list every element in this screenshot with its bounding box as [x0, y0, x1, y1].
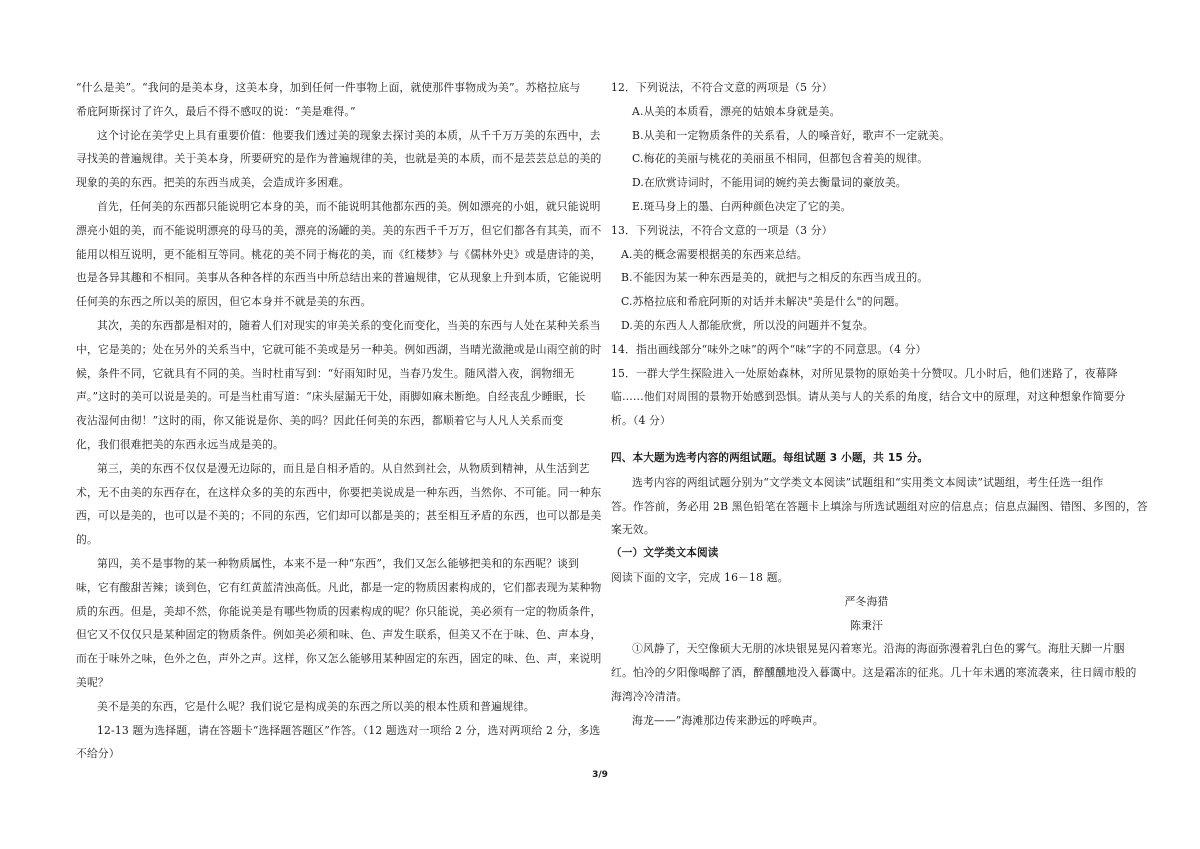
story-line: 红。怕冷的夕阳像喝醉了酒，醉醺醺地没入暮霭中。这是霜冻的征兆。几十年未遇的寒流袭来，往日阔市般的 [611, 666, 1137, 680]
question-12-stem: 12．下列说法，不符合文意的两项是（5 分） [611, 81, 833, 94]
spacer [611, 433, 1122, 447]
text-line: 候，条件不同，它就具有不同的美。当时杜甫写到：“好雨知时见，当春乃发生。随风潜入夜，润物细无 [76, 366, 575, 380]
question-14: 14．指出画线部分“味外之味”的两个“味”字的不同意思。（4 分） [611, 342, 927, 356]
text-line: 12-13 题为选择题，请在答题卡“选择题答题区”作答。（12 题选对一项给 2 分，选对两项给 2 分，多选 [97, 723, 601, 737]
text-line: 美呢？ [76, 675, 109, 689]
left-column [76, 76, 602, 766]
text-line: 声。”这时的美可以说是美的。可是当杜甫写道：“床头屋漏无干处，雨脚如麻未断绝。自经丧乱少睡眠，长 [76, 390, 586, 404]
option-line: C.苏格拉底和希庇阿斯的对话并未解决"美是什么"的问题。 [621, 295, 906, 309]
text-line: 希庇阿斯探讨了许久，最后不得不感叹的说：“美是难得。” [76, 104, 356, 118]
option-line: D.在欣赏诗词时，不能用词的婉约美去衡量词的豪放美。 [632, 176, 907, 190]
page-number: 3/9 [592, 770, 608, 780]
text-line: 也是各异其趣和不相同。美事从各种各样的东西当中所总结出来的普遍规律，它从现象上升到本质，它能说明 [76, 271, 602, 285]
text-line: 不给分） [76, 747, 120, 761]
option-line: A.美的概念需要根据美的东西来总结。 [621, 247, 808, 261]
text-line: 其次，美的东西都是相对的，随着人们对现实的审美关系的变化而变化，当美的东西与人处在某种关系当 [97, 318, 601, 332]
text-line: 寻找美的普遍规律。关于美本身，所要研究的是作为普遍规律的美，也就是美的本质，而不是芸芸总总的美的 [76, 152, 602, 166]
subsection-heading: （一）文学类文本阅读 [611, 547, 719, 560]
text-line: 这个讨论在美学史上具有重要价值：他要我们透过美的现象去探讨美的本质，从千千万万美的东西中，去 [97, 128, 601, 142]
story-line: 海湾冷冷清清。 [611, 689, 688, 703]
text-line: 中，它是美的；处在另外的关系当中，它就可能不美或是另一种美。例如西湖，当晴光潋滟或是山雨空前的时 [76, 342, 602, 356]
question-15-line: 15．一群大学生探险进入一处原始森林，对所见景物的原始美十分赞叹。几小时后，他们迷路了，夜幕降 [611, 366, 1118, 380]
text-line: 的。 [76, 533, 98, 547]
question-15-line: 析。（4 分） [611, 414, 671, 428]
option-line: B.从美和一定物质条件的关系看，人的嗓音好，歌声不一定就美。 [632, 128, 951, 142]
text-line: 美不是美的东西，它是什么呢？我们说它是构成美的东西之所以美的根本性质和普遍规律。 [97, 699, 535, 713]
option-line: C.梅花的美丽与桃花的美丽虽不相同，但都包含着美的规律。 [632, 152, 929, 166]
text-line: 第三，美的东西不仅仅是漫无边际的，而且是自相矛盾的。从自然到社会，从物质到精神，从生活到艺 [97, 461, 590, 475]
question-15-line: 临……他们对周围的景物开始感到恐惧。请从美与人的关系的角度，结合文中的原理，对这种想象作简要分 [611, 390, 1126, 404]
option-line: A.从美的本质看，漂亮的姑娘本身就是美。 [632, 104, 841, 118]
question-13-stem: 13．下列说法，不符合文意的一项是（3 分） [611, 223, 833, 237]
text-line: 现象的美的东西。把美的东西当成美，会造成许多困难。 [76, 176, 350, 190]
section-4-intro-line: 案无效。 [611, 523, 655, 537]
text-line: 化，我们很难把美的东西永远当成是美的。 [76, 437, 284, 451]
text-line: 能用以相互说明，更不能相互等同。桃花的美不同于梅花的美，而《红楼梦》与《儒林外史》或是唐诗的美， [76, 247, 602, 261]
text-line: 术，无不由美的东西存在，在这样众多的美的东西中，你要把美说成是一种东西，当然你、不可能。同一种东 [76, 485, 602, 499]
text-line: 任何美的东西之所以美的原因，但它本身并不就是美的东西。 [76, 295, 372, 309]
option-line: E.斑马身上的墨、白两种颜色决定了它的美。 [632, 199, 852, 213]
reading-instruction: 阅读下面的文字，完成 16－18 题。 [611, 570, 789, 584]
text-line: 而在于味外之味，色外之色，声外之声。这样，你又怎么能够用某种固定的东西，固定的味、色、声，来说明 [76, 652, 602, 666]
option-line: D.美的东西人人都能欣赏，所以没的问题并不复杂。 [621, 318, 874, 332]
story-author: 陈秉汗 [850, 618, 883, 632]
right-column [611, 76, 1148, 733]
text-line: 首先，任何美的东西都只能说明它本身的美，而不能说明其他都东西的美。例如漂亮的小姐，就只能说明 [97, 199, 601, 213]
text-line: 质的东西。但是，美却不然，你能说美是有哪些物质的因素构成的呢？你只能说，美必须有一定的物质条件， [76, 604, 602, 618]
story-title: 严冬海猎 [844, 594, 889, 608]
text-line: “什么是美”。“我问的是美本身，这美本身，加到任何一件事物上面，就使那件事物成为美”。苏格拉底与 [76, 81, 581, 94]
section-4-heading: 四、本大题为选考内容的两组试题。每组试题 3 小题，共 15 分。 [611, 451, 929, 464]
text-line: 西，可以是美的，也可以是不美的；不同的东西，它们却可以都是美的；甚至相互矛盾的东西，也可以都是美 [76, 509, 602, 523]
text-line: 但它又不仅仅只是某种固定的物质条件。例如美必须和味、色、声发生联系，但美又不在于味、色、声本身， [76, 628, 602, 642]
story-line: 海龙——”海滩那边传来渺远的呼唤声。 [632, 713, 824, 727]
text-line: 味，它有酸甜苦辣；谈到色，它有红黄蓝清浊高低。凡此，都是一定的物质因素构成的，它们都表现为某种物 [76, 580, 602, 594]
section-4-intro-line: 选考内容的两组试题分别为“文学类文本阅读”试题组和“实用类文本阅读”试题组，考生任选一组作 [632, 475, 1104, 489]
story-line: ①风静了，天空像硕大无朋的冰块银晃晃闪着寒光。沿海的海面弥漫着乳白色的雾气。海肚天脚一片胭 [632, 642, 1125, 656]
section-4-intro-line: 答。作答前，务必用 2B 黑色铅笔在答题卡上填涂与所选试题组对应的信息点；信息点漏图、错图、多图的，答 [611, 499, 1148, 513]
text-line: 漂亮小姐的美，而不能说明漂亮的母马的美，漂亮的汤罐的美。美的东西千千万万，但它们都各有其美，而不 [76, 223, 602, 237]
option-line: B.不能因为某一种东西是美的，就把与之相反的东西当成丑的。 [621, 271, 929, 285]
text-line: 第四，美不是事物的某一种物质属性，本来不是一种“东西”，我们又怎么能够把美和的东西呢？谈到 [97, 556, 580, 570]
text-line: 夜沾湿何由彻！”这时的雨，你又能说是你、美的吗？因此任何美的东西，都顺着它与人凡人关系而变 [76, 414, 564, 428]
